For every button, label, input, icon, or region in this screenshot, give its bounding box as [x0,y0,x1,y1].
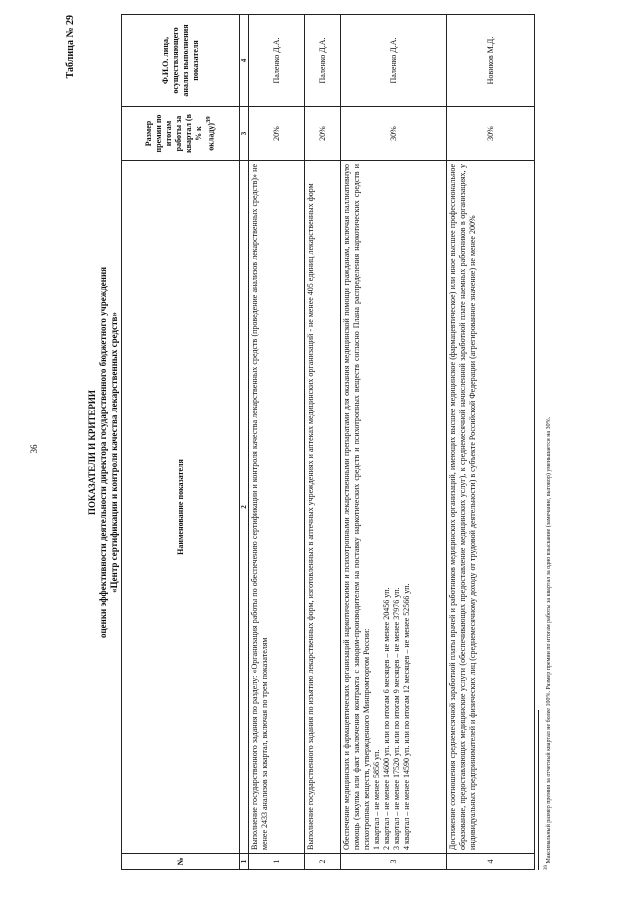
column-number-row [240,15,249,870]
table-row [249,15,305,870]
header-name: Наименование показателя [122,161,240,854]
row-person: Новиков М.Д. [447,15,535,107]
table-header-row [122,15,240,870]
row-indicator-line: 1 квартал – не менее 5856 уп. [372,749,381,850]
row-person: Паленко Д.А. [305,15,341,107]
row-indicator-line: 2 квартал – не менее 14600 уп. или по итогам 6 месяцев – не менее 20456 уп. [382,587,391,850]
row-num: 2 [305,854,341,870]
caption-line-2: оценки эффективности деятельности директора государственного бюджетного учреждения [98,266,108,639]
row-indicator [341,161,447,854]
row-indicator-line: 3 квартал – не менее 17520 уп. или по итогам 9 месяцев – не менее 37976 уп. [392,587,401,850]
row-person: Паленко Д.А. [249,15,305,107]
rotated-page-content [65,15,585,890]
row-num: 3 [341,854,447,870]
page-number: 36 [29,444,39,454]
row-bonus: 30% [341,107,447,161]
footnote-divider [538,710,539,870]
row-indicator: Достижение соотношения среднемесячной заработной платы врачей и работников медицинских организаций, имеющих высшее медицинское (фармацевтическое) или иное высшее профессиональное образование, предоставляющих медицинские услуги (обеспечивающих предоставление медицинских услуг), к среднемесячной начисленной заработной плате наемных работников в организациях, у индивидуальных предпринимателей и физических лиц (среднемесячному доходу от трудовой деятельности) в субъекте Российской Федерации (агрегированное значение) не менее 200% [447,161,535,854]
table-caption [87,15,120,890]
table-number: Таблица № 29 [65,15,76,79]
header-bonus-line2: (в % к окладу) [184,114,216,151]
table-row [305,15,341,870]
row-num: 4 [447,854,535,870]
footnote [543,15,553,870]
row-indicator-line: Обеспечение медицинских и фармацевтических организаций наркотическими и психотропными лекарственными препаратами для оказания медицинской помощи гражданам, включая паллиативную помощь (закупка или факт заключения контракта с заводом-производителем на поставку наркотических средств и психотропных веществ согласно Плана распределения наркотических средств и психотропных веществ, утвержденного Минпромторгом России: [342,164,371,850]
footnote-marker: 39 [544,865,549,870]
header-person: Ф.И.О. лица, осуществляющего анализ выполнения показателя [122,15,240,107]
footnote-text: Максимальный размер премии за отчетный квартал не более 100%. Размер премии по итогам работы за квартал за одно взыскание (замечание, выговор) уменьшается на 30%. [546,416,552,864]
row-bonus: 20% [305,107,341,161]
caption-line-3: «Центр сертификации и контроля качества лекарственных средств» [109,312,119,593]
table-row [341,15,447,870]
header-bonus-line1: Размер премии по итогам работы за квартал [144,114,194,153]
row-bonus: 20% [249,107,305,161]
row-indicator-line: 4 квартал – не менее 14590 уп. или по итогам 12 месяцев – не менее 52566 уп. [402,583,411,850]
row-num: 1 [249,854,305,870]
col-number-4: 4 [240,15,249,107]
header-num: № [122,854,240,870]
col-number-1: 1 [240,854,249,870]
col-number-2: 2 [240,161,249,854]
caption-line-1: ПОКАЗАТЕЛИ И КРИТЕРИИ [87,390,97,515]
row-bonus: 30% [447,107,535,161]
header-bonus [122,107,240,161]
row-indicator: Выполнение государственного задания по разделу: «Организация работы по обеспечению сертификации и контроля качества лекарственных средств (проведение анализов лекарственных средств)» не менее 2433 анализов за квартал, включая по трем показателям [249,161,305,854]
col-number-3: 3 [240,107,249,161]
row-person: Паленко Д.А. [341,15,447,107]
header-bonus-footnote-ref: 39 [205,116,213,123]
table-row [447,15,535,870]
criteria-table [121,14,535,870]
row-indicator: Выполнение государственного задания по изъятию лекарственных форм, изготовленных в аптечных учреждениях и аптеках медицинских организаций - не менее 405 единиц лекарственных форм [305,161,341,854]
